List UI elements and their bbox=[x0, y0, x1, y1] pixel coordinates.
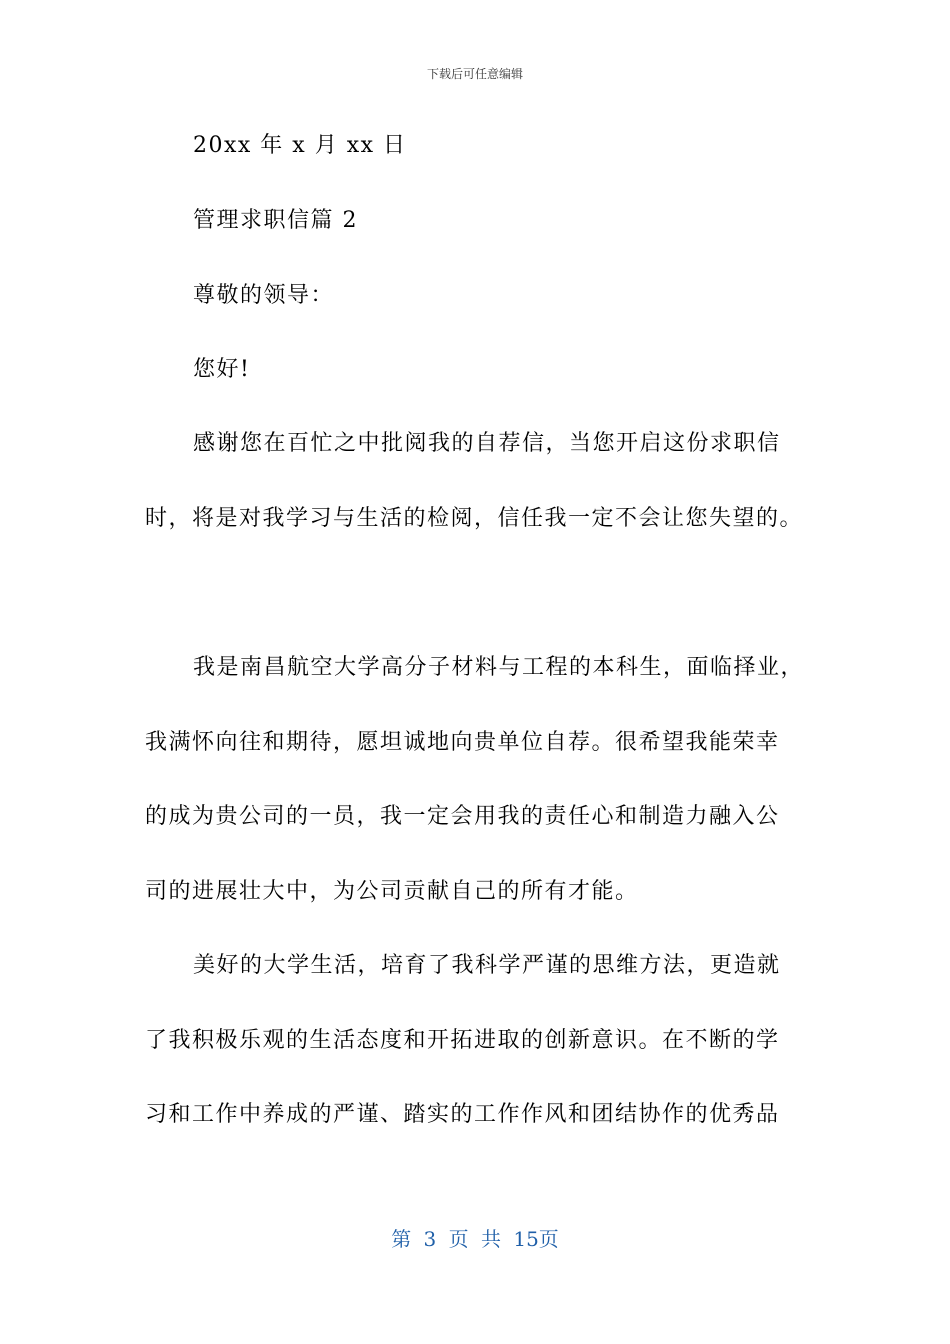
letter-title: 管理求职信篇 2 bbox=[193, 208, 358, 233]
paragraph-line: 时，将是对我学习与生活的检阅，信任我一定不会让您失望的。 bbox=[145, 506, 804, 531]
paragraph-line: 了我积极乐观的生活态度和开拓进取的创新意识。在不断的学 bbox=[145, 1028, 780, 1053]
paragraph-line: 感谢您在百忙之中批阅我的自荐信，当您开启这份求职信 bbox=[193, 431, 781, 456]
letter-date: 20xx 年 x 月 xx 日 bbox=[193, 133, 407, 158]
paragraph-line: 我满怀向往和期待，愿坦诚地向贵单位自荐。很希望我能荣幸 bbox=[145, 730, 780, 755]
letter-greeting: 您好! bbox=[193, 357, 251, 382]
paragraph-line: 我是南昌航空大学高分子材料与工程的本科生，面临择业， bbox=[193, 655, 805, 680]
paragraph-line: 司的进展壮大中，为公司贡献自己的所有才能。 bbox=[145, 879, 639, 904]
paragraph-line: 习和工作中养成的严谨、踏实的工作作风和团结协作的优秀品 bbox=[145, 1102, 780, 1127]
page-number-footer: 第 3 页 共 15页 bbox=[391, 1227, 559, 1251]
page-header-note: 下载后可任意编辑 bbox=[426, 67, 523, 81]
letter-salutation: 尊敬的领导： bbox=[193, 283, 335, 308]
paragraph-line: 美好的大学生活，培育了我科学严谨的思维方法，更造就 bbox=[193, 953, 781, 978]
paragraph-line: 的成为贵公司的一员，我一定会用我的责任心和制造力融入公 bbox=[145, 804, 780, 829]
